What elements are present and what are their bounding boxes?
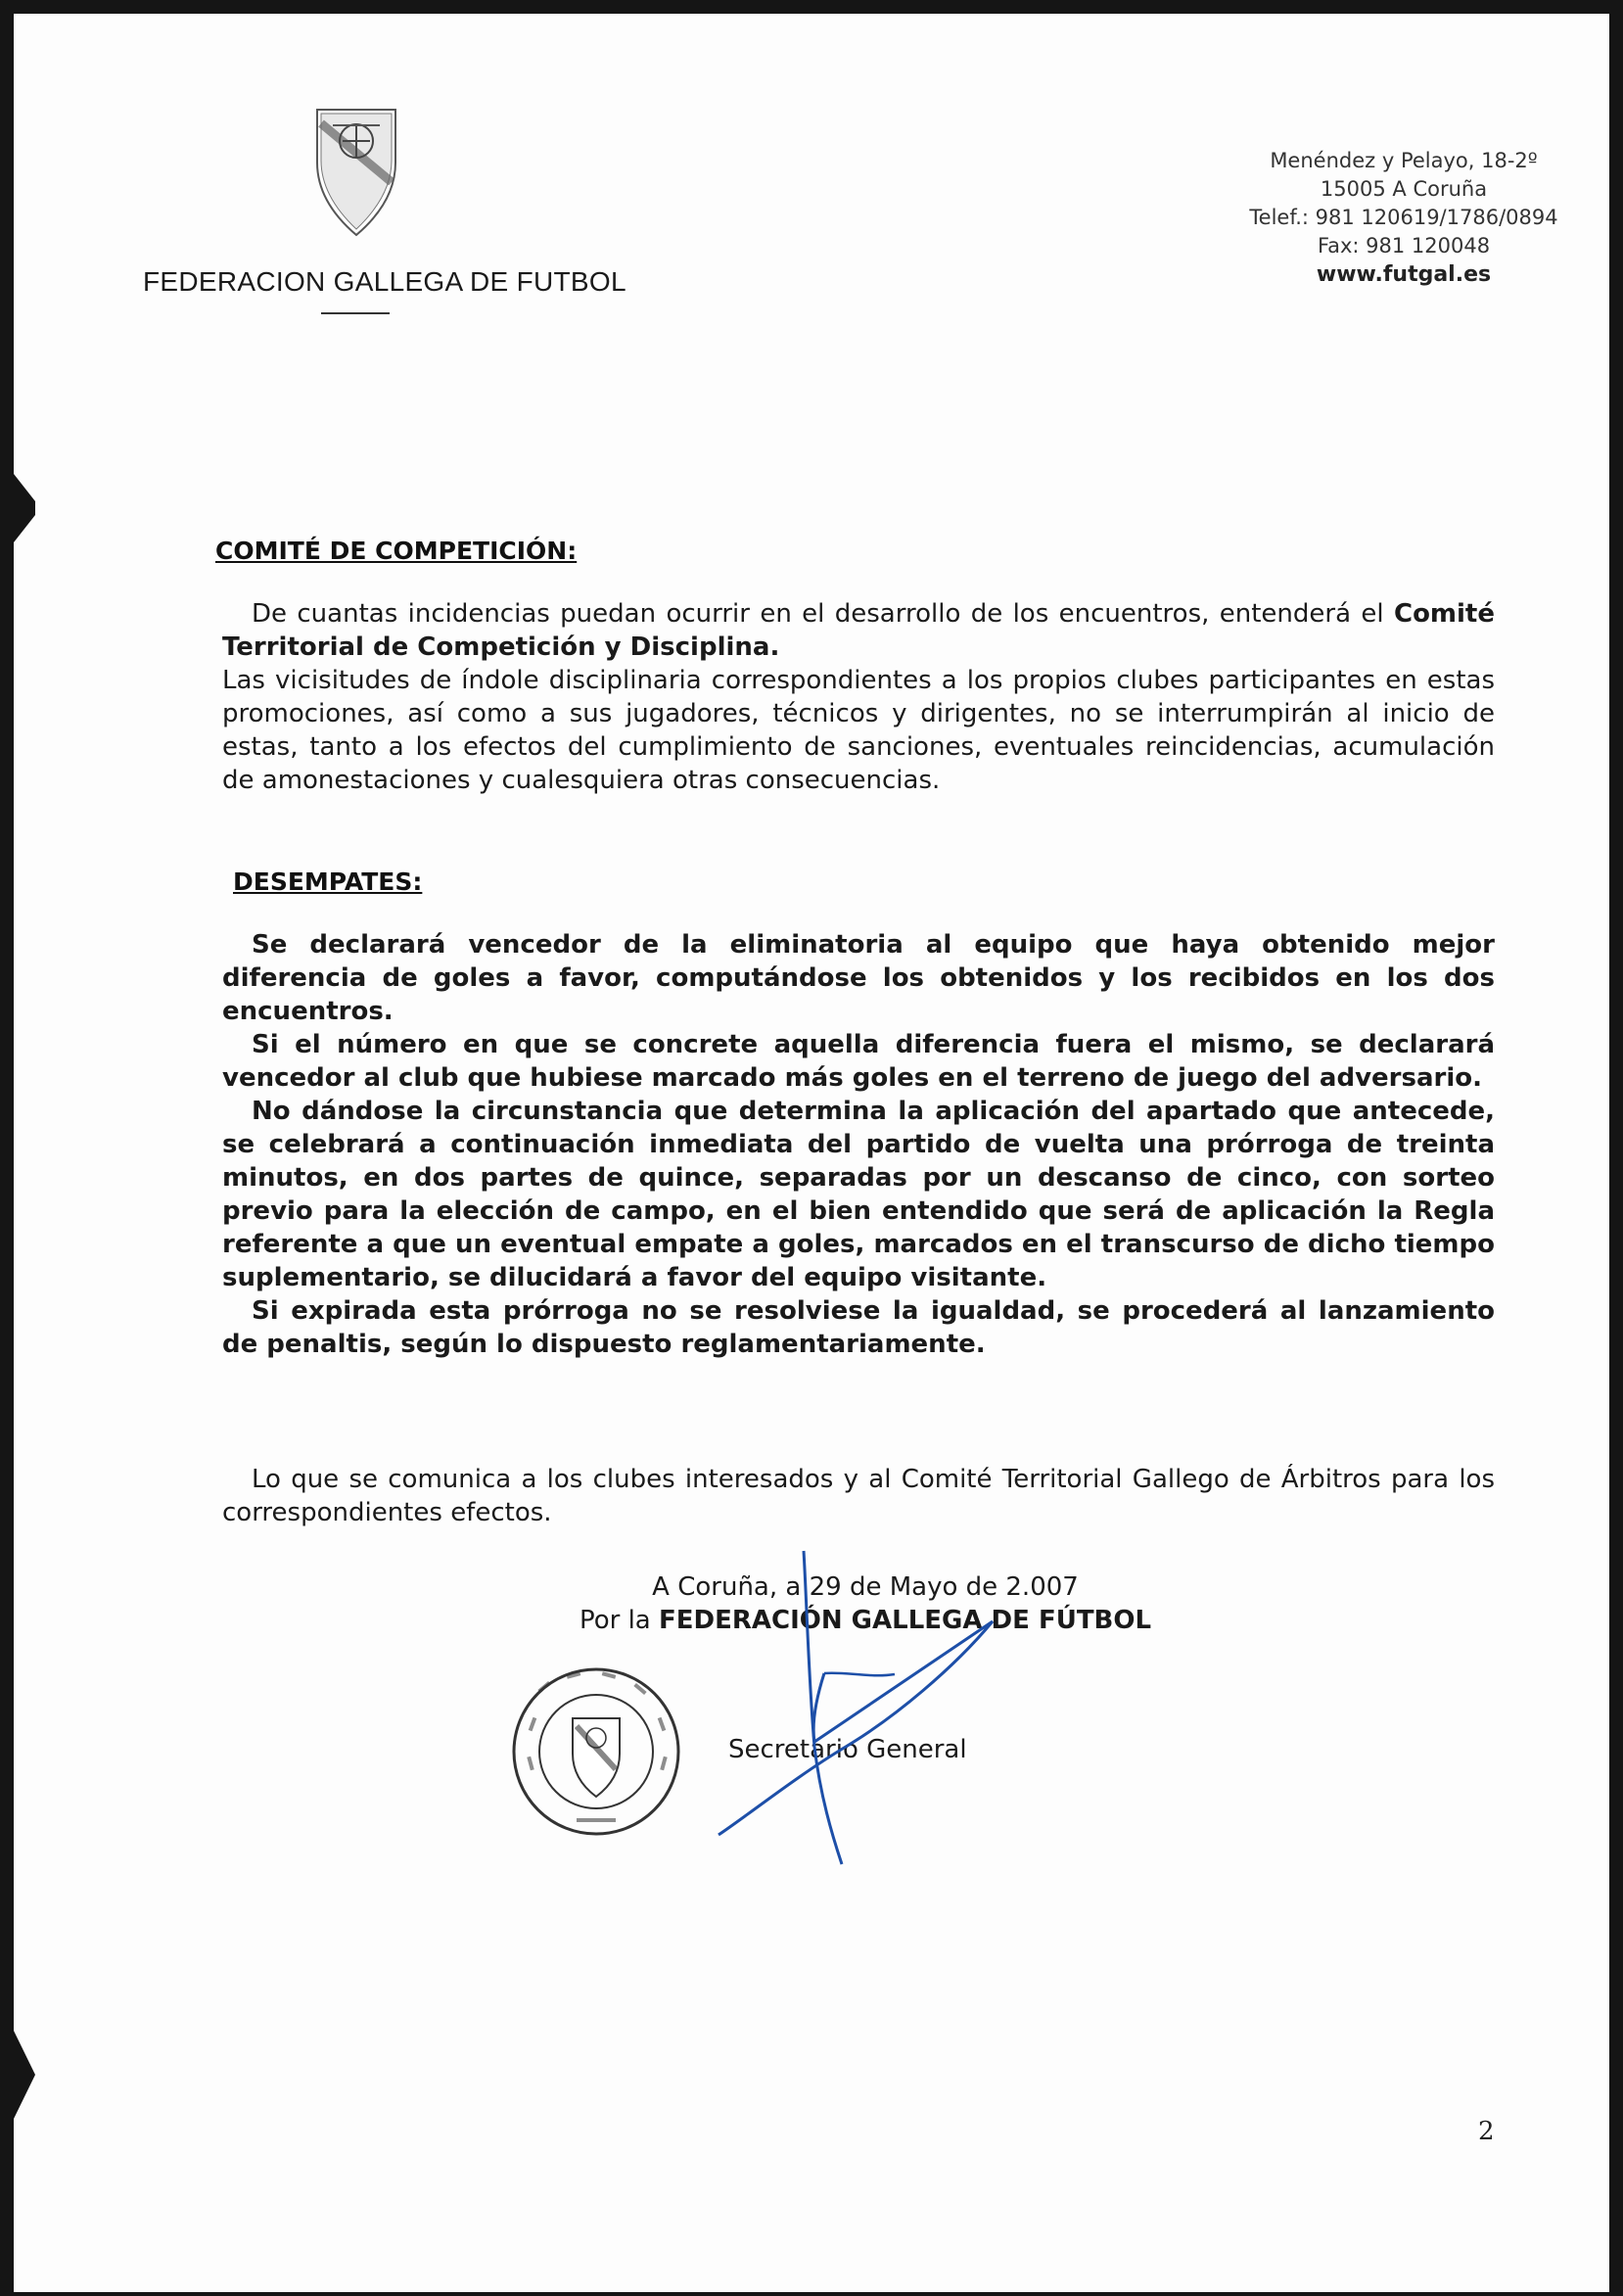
desempates-paragraph-3: No dándose la circunstancia que determina la aplicación del apartado que antecede, se celebrará a continuación inmediata del partido de vuelta una prórroga de treinta minutos, en dos partes de quince, separadas por un descanso de cinco, con sorteo previo para la elección de campo, en el bien entendido que será de aplicación la Regla referente a que un eventual empate a goles, marcados en el transcurso de dicho tiempo suplementario, se dilucidará a favor del equipo visitante. — [222, 1097, 1495, 1292]
comite-body — [222, 597, 1495, 797]
comite-paragraph-2: Las vicisitudes de índole disciplinaria correspondientes a los propios clubes participantes en estas promociones, así como a sus jugadores, técnicos y dirigentes, no se interrumpirán al inicio de estas, tanto a los efectos del cumplimiento de sanciones, eventuales reincidencias, acumulación de amonestaciones y cualesquiera otras consecuencias. — [222, 666, 1495, 795]
desempates-body — [222, 928, 1495, 1361]
federation-crest-icon — [313, 104, 399, 239]
comite-name-bold: Comité Territorial de Competición y Disciplina. — [222, 599, 1495, 662]
section-title-desempates: DESEMPATES: — [233, 867, 423, 896]
section-title-comite: COMITÉ DE COMPETICIÓN: — [215, 537, 578, 565]
scan-edge-artifact — [14, 2031, 35, 2119]
website-link[interactable]: www.futgal.es — [1316, 262, 1492, 287]
desempates-paragraph-4: Si expirada esta prórroga no se resolviese la igualdad, se procederá al lanzamiento de penaltis, según lo dispuesto reglamentariamente. — [222, 1296, 1495, 1359]
desempates-paragraph-2: Si el número en que se concrete aquella diferencia fuera el mismo, se declarará vencedor al club que hubiese marcado más goles en el terreno de juego del adversario. — [222, 1030, 1495, 1093]
document-page — [14, 14, 1609, 2292]
federation-name-divider — [321, 312, 390, 314]
desempates-paragraph-1: Se declarará vencedor de la eliminatoria al equipo que haya obtenido mejor diferencia de goles a favor, computándose los obtenidos y los recibidos en los dos encuentros. — [222, 930, 1495, 1026]
communication-paragraph: Lo que se comunica a los clubes interesados y al Comité Territorial Gallego de Árbitros para los correspondientes efectos. — [222, 1465, 1495, 1527]
federation-stamp-icon — [508, 1663, 684, 1840]
page-number: 2 — [1478, 2117, 1495, 2146]
phone-line: Telef.: 981 120619/1786/0894 — [1249, 206, 1558, 229]
closing-date: A Coruña, a 29 de Mayo de 2.007 — [652, 1572, 1079, 1602]
signatory-title: Secretario General — [728, 1735, 967, 1764]
address-line-1: Menéndez y Pelayo, 18-2º — [1270, 149, 1538, 172]
scan-edge-artifact — [14, 474, 35, 542]
federation-name: FEDERACION GALLEGA DE FUTBOL — [143, 266, 626, 297]
contact-block — [1198, 147, 1609, 289]
handwritten-signature — [699, 1541, 1022, 1874]
address-line-2: 15005 A Coruña — [1320, 177, 1488, 201]
closing-org: FEDERACIÓN GALLEGA DE FÚTBOL — [659, 1606, 1152, 1635]
fax-line: Fax: 981 120048 — [1317, 234, 1491, 258]
comite-paragraph-1: De cuantas incidencias puedan ocurrir en el desarrollo de los encuentros, entenderá el Comité Territorial de Competición y Disciplina. — [222, 599, 1495, 662]
closing-signature-line: Por la FEDERACIÓN GALLEGA DE FÚTBOL — [579, 1606, 1152, 1635]
